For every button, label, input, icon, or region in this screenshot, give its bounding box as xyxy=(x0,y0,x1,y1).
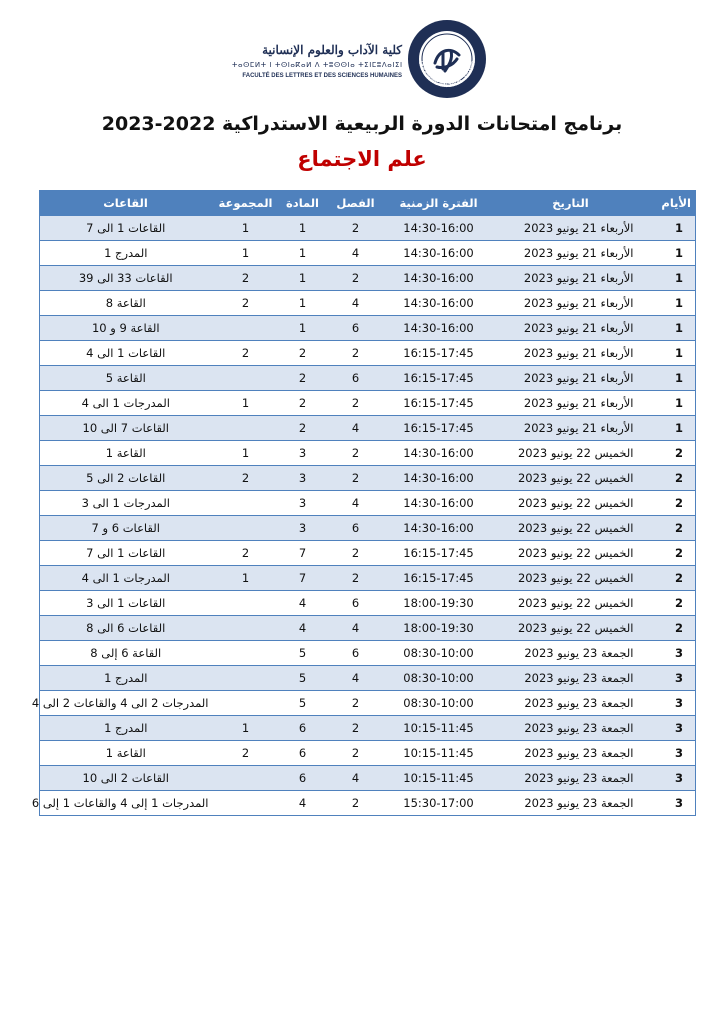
table-row xyxy=(40,366,696,391)
cell-semester: 2 xyxy=(326,341,386,366)
cell-group: 1 xyxy=(212,391,280,416)
cell-rooms: القاعات 6 و 7 xyxy=(40,516,212,541)
cell-group: 2 xyxy=(212,541,280,566)
cell-days: 2 xyxy=(650,516,696,541)
cell-days: 1 xyxy=(650,216,696,241)
cell-semester: 2 xyxy=(326,541,386,566)
cell-group: 2 xyxy=(212,466,280,491)
cell-semester: 4 xyxy=(326,241,386,266)
cell-group: 1 xyxy=(212,716,280,741)
cell-group xyxy=(212,666,280,691)
cell-subject: 1 xyxy=(280,266,326,291)
cell-subject: 3 xyxy=(280,491,326,516)
cell-date: الأربعاء 21 يونيو 2023 xyxy=(492,216,650,241)
faculty-name-arabic: كلية الآداب والعلوم الإنسانية xyxy=(262,43,402,57)
cell-date: الجمعة 23 يونيو 2023 xyxy=(492,791,650,816)
cell-group: 1 xyxy=(212,241,280,266)
table-row xyxy=(40,716,696,741)
cell-subject: 7 xyxy=(280,541,326,566)
cell-rooms: القاعة 1 xyxy=(40,741,212,766)
cell-days: 1 xyxy=(650,291,696,316)
cell-date: الجمعة 23 يونيو 2023 xyxy=(492,691,650,716)
cell-group: 2 xyxy=(212,291,280,316)
header-period: الفترة الزمنية xyxy=(386,191,492,216)
table-body xyxy=(31,216,696,816)
cell-date: الخميس 22 يونيو 2023 xyxy=(492,491,650,516)
cell-semester: 2 xyxy=(326,691,386,716)
table-row xyxy=(40,616,696,641)
cell-subject: 2 xyxy=(280,391,326,416)
cell-days: 2 xyxy=(650,541,696,566)
cell-date: الخميس 22 يونيو 2023 xyxy=(492,516,650,541)
header-subject: المادة xyxy=(280,191,326,216)
table-row xyxy=(40,441,696,466)
cell-group: 1 xyxy=(212,216,280,241)
cell-period: 16:15-17:45 xyxy=(386,416,492,441)
cell-rooms: المدرج 1 xyxy=(40,241,212,266)
cell-subject: 1 xyxy=(280,291,326,316)
cell-subject: 3 xyxy=(280,466,326,491)
cell-date: الأربعاء 21 يونيو 2023 xyxy=(492,416,650,441)
table-row xyxy=(40,666,696,691)
cell-semester: 2 xyxy=(326,741,386,766)
cell-days: 3 xyxy=(650,791,696,816)
cell-rooms: القاعات 2 الى 5 xyxy=(40,466,212,491)
cell-rooms: القاعة 5 xyxy=(40,366,212,391)
table-row xyxy=(40,291,696,316)
cell-subject: 6 xyxy=(280,716,326,741)
cell-semester: 6 xyxy=(326,641,386,666)
cell-rooms: القاعات 1 الى 3 xyxy=(40,591,212,616)
cell-date: الجمعة 23 يونيو 2023 xyxy=(492,741,650,766)
cell-semester: 4 xyxy=(326,416,386,441)
cell-date: الخميس 22 يونيو 2023 xyxy=(492,566,650,591)
cell-date: الأربعاء 21 يونيو 2023 xyxy=(492,291,650,316)
cell-period: 08:30-10:00 xyxy=(386,666,492,691)
cell-semester: 4 xyxy=(326,491,386,516)
cell-rooms: المدرجات 1 الى 4 xyxy=(40,566,212,591)
exam-schedule-table xyxy=(31,190,696,816)
cell-period: 18:00-19:30 xyxy=(386,591,492,616)
cell-semester: 2 xyxy=(326,466,386,491)
cell-subject: 1 xyxy=(280,241,326,266)
header-rooms: القاعات xyxy=(40,191,212,216)
cell-rooms: المدرجات 1 الى 3 xyxy=(40,491,212,516)
cell-subject: 4 xyxy=(280,616,326,641)
header-semester: الفصل xyxy=(326,191,386,216)
cell-group xyxy=(212,616,280,641)
cell-rooms: المدرجات 1 إلى 4 والقاعات 1 إلى 6 xyxy=(40,791,212,816)
cell-semester: 6 xyxy=(326,316,386,341)
cell-period: 16:15-17:45 xyxy=(386,541,492,566)
cell-rooms: القاعات 1 الى 7 xyxy=(40,541,212,566)
cell-period: 14:30-16:00 xyxy=(386,291,492,316)
cell-date: الأربعاء 21 يونيو 2023 xyxy=(492,316,650,341)
cell-date: الخميس 22 يونيو 2023 xyxy=(492,466,650,491)
cell-period: 14:30-16:00 xyxy=(386,516,492,541)
cell-semester: 2 xyxy=(326,716,386,741)
header-group: المجموعة xyxy=(212,191,280,216)
cell-days: 3 xyxy=(650,641,696,666)
cell-period: 08:30-10:00 xyxy=(386,691,492,716)
cell-group: 1 xyxy=(212,566,280,591)
cell-rooms: القاعة 1 xyxy=(40,441,212,466)
cell-semester: 2 xyxy=(326,566,386,591)
cell-period: 14:30-16:00 xyxy=(386,466,492,491)
faculty-name-amazigh: ⵜⴰⵙⵎⵍⵜ ⵏ ⵜⵙⵏⴰⴽⴰⵍ ⴷ ⵜⵓⵙⵙⵏⴰ ⵜⵉⵏⵎⵓⴷⴰⵏⵉⵏ xyxy=(232,61,403,69)
cell-rooms: القاعات 7 الى 10 xyxy=(40,416,212,441)
table-row xyxy=(40,316,696,341)
cell-date: الجمعة 23 يونيو 2023 xyxy=(492,666,650,691)
cell-group xyxy=(212,516,280,541)
cell-days: 3 xyxy=(650,691,696,716)
cell-semester: 4 xyxy=(326,766,386,791)
cell-date: الأربعاء 21 يونيو 2023 xyxy=(492,391,650,416)
cell-days: 1 xyxy=(650,341,696,366)
cell-period: 16:15-17:45 xyxy=(386,366,492,391)
cell-days: 1 xyxy=(650,241,696,266)
cell-date: الخميس 22 يونيو 2023 xyxy=(492,591,650,616)
cell-rooms: القاعة 6 إلى 8 xyxy=(40,641,212,666)
cell-period: 10:15-11:45 xyxy=(386,716,492,741)
cell-period: 14:30-16:00 xyxy=(386,216,492,241)
cell-semester: 2 xyxy=(326,391,386,416)
cell-subject: 2 xyxy=(280,366,326,391)
cell-days: 1 xyxy=(650,416,696,441)
cell-date: الخميس 22 يونيو 2023 xyxy=(492,441,650,466)
cell-days: 2 xyxy=(650,441,696,466)
cell-subject: 5 xyxy=(280,641,326,666)
cell-days: 3 xyxy=(650,716,696,741)
cell-subject: 3 xyxy=(280,516,326,541)
cell-days: 1 xyxy=(650,316,696,341)
table-row xyxy=(40,241,696,266)
cell-period: 08:30-10:00 xyxy=(386,641,492,666)
table-row xyxy=(40,766,696,791)
table-row xyxy=(40,391,696,416)
cell-subject: 1 xyxy=(280,216,326,241)
cell-rooms: القاعات 1 الى 4 xyxy=(40,341,212,366)
cell-period: 10:15-11:45 xyxy=(386,766,492,791)
cell-semester: 4 xyxy=(326,666,386,691)
cell-subject: 5 xyxy=(280,691,326,716)
cell-semester: 6 xyxy=(326,591,386,616)
cell-period: 14:30-16:00 xyxy=(386,441,492,466)
cell-date: الجمعة 23 يونيو 2023 xyxy=(492,641,650,666)
table-row xyxy=(40,591,696,616)
table-header-row xyxy=(40,191,696,216)
cell-rooms: القاعات 33 الى 39 xyxy=(40,266,212,291)
cell-rooms: القاعات 1 الى 7 xyxy=(40,216,212,241)
cell-group xyxy=(212,416,280,441)
cell-group xyxy=(212,691,280,716)
cell-semester: 2 xyxy=(326,791,386,816)
cell-subject: 4 xyxy=(280,591,326,616)
cell-days: 3 xyxy=(650,666,696,691)
cell-group: 2 xyxy=(212,266,280,291)
cell-group: 1 xyxy=(212,441,280,466)
cell-semester: 6 xyxy=(326,516,386,541)
university-seal-icon xyxy=(407,19,487,99)
cell-semester: 4 xyxy=(326,616,386,641)
cell-group: 2 xyxy=(212,741,280,766)
cell-subject: 3 xyxy=(280,441,326,466)
table-row xyxy=(40,416,696,441)
cell-date: الجمعة 23 يونيو 2023 xyxy=(492,716,650,741)
cell-period: 14:30-16:00 xyxy=(386,316,492,341)
cell-days: 3 xyxy=(650,766,696,791)
table-row xyxy=(40,491,696,516)
cell-semester: 6 xyxy=(326,366,386,391)
cell-subject: 6 xyxy=(280,741,326,766)
cell-date: الخميس 22 يونيو 2023 xyxy=(492,616,650,641)
cell-period: 18:00-19:30 xyxy=(386,616,492,641)
cell-group xyxy=(212,316,280,341)
cell-period: 14:30-16:00 xyxy=(386,266,492,291)
cell-days: 2 xyxy=(650,616,696,641)
table-row xyxy=(40,516,696,541)
cell-days: 2 xyxy=(650,466,696,491)
cell-rooms: المدرجات 2 الى 4 والقاعات 2 الى 4 xyxy=(40,691,212,716)
cell-group xyxy=(212,491,280,516)
table-row xyxy=(40,341,696,366)
cell-date: الخميس 22 يونيو 2023 xyxy=(492,541,650,566)
cell-days: 1 xyxy=(650,391,696,416)
cell-subject: 2 xyxy=(280,416,326,441)
table-row xyxy=(40,466,696,491)
cell-semester: 2 xyxy=(326,441,386,466)
cell-subject: 5 xyxy=(280,666,326,691)
cell-subject: 2 xyxy=(280,341,326,366)
cell-semester: 2 xyxy=(326,216,386,241)
cell-period: 15:30-17:00 xyxy=(386,791,492,816)
document-title: برنامج امتحانات الدورة الربيعية الاستدراكية 2022-2023 xyxy=(101,113,623,135)
cell-days: 1 xyxy=(650,266,696,291)
cell-group xyxy=(212,366,280,391)
cell-period: 16:15-17:45 xyxy=(386,566,492,591)
cell-days: 1 xyxy=(650,366,696,391)
table-row xyxy=(40,741,696,766)
table-row xyxy=(40,641,696,666)
table-row xyxy=(40,266,696,291)
table-row xyxy=(40,541,696,566)
cell-subject: 1 xyxy=(280,316,326,341)
document-subtitle: علم الاجتماع xyxy=(297,147,427,171)
cell-group xyxy=(212,591,280,616)
cell-date: الأربعاء 21 يونيو 2023 xyxy=(492,266,650,291)
cell-rooms: المدرج 1 xyxy=(40,666,212,691)
cell-subject: 6 xyxy=(280,766,326,791)
cell-period: 14:30-16:00 xyxy=(386,491,492,516)
cell-group xyxy=(212,766,280,791)
cell-semester: 2 xyxy=(326,266,386,291)
cell-subject: 7 xyxy=(280,566,326,591)
cell-period: 14:30-16:00 xyxy=(386,241,492,266)
cell-rooms: القاعة 8 xyxy=(40,291,212,316)
cell-period: 10:15-11:45 xyxy=(386,741,492,766)
table-row xyxy=(40,691,696,716)
cell-subject: 4 xyxy=(280,791,326,816)
table-row xyxy=(40,791,696,816)
cell-days: 2 xyxy=(650,566,696,591)
cell-days: 3 xyxy=(650,741,696,766)
cell-rooms: القاعات 6 الى 8 xyxy=(40,616,212,641)
cell-rooms: المدرج 1 xyxy=(40,716,212,741)
cell-period: 16:15-17:45 xyxy=(386,341,492,366)
cell-days: 2 xyxy=(650,591,696,616)
header-date: التاريخ xyxy=(492,191,650,216)
cell-date: الأربعاء 21 يونيو 2023 xyxy=(492,341,650,366)
table-row xyxy=(40,566,696,591)
cell-days: 2 xyxy=(650,491,696,516)
document-header xyxy=(0,16,724,96)
cell-date: الأربعاء 21 يونيو 2023 xyxy=(492,241,650,266)
header-days: الأيام xyxy=(650,191,696,216)
faculty-name-french: FACULTÉ DES LETTRES ET DES SCIENCES HUMAINES xyxy=(242,73,402,79)
table-row xyxy=(40,216,696,241)
cell-group xyxy=(212,641,280,666)
cell-rooms: المدرجات 1 الى 4 xyxy=(40,391,212,416)
cell-rooms: القاعات 2 الى 10 xyxy=(40,766,212,791)
cell-date: الأربعاء 21 يونيو 2023 xyxy=(492,366,650,391)
cell-period: 16:15-17:45 xyxy=(386,391,492,416)
cell-group: 2 xyxy=(212,341,280,366)
cell-semester: 4 xyxy=(326,291,386,316)
cell-rooms: القاعة 9 و 10 xyxy=(40,316,212,341)
seal-text: UNIVERSITÉ IBN ZOHR - AGADIR xyxy=(417,60,477,90)
cell-group xyxy=(212,791,280,816)
cell-date: الجمعة 23 يونيو 2023 xyxy=(492,766,650,791)
